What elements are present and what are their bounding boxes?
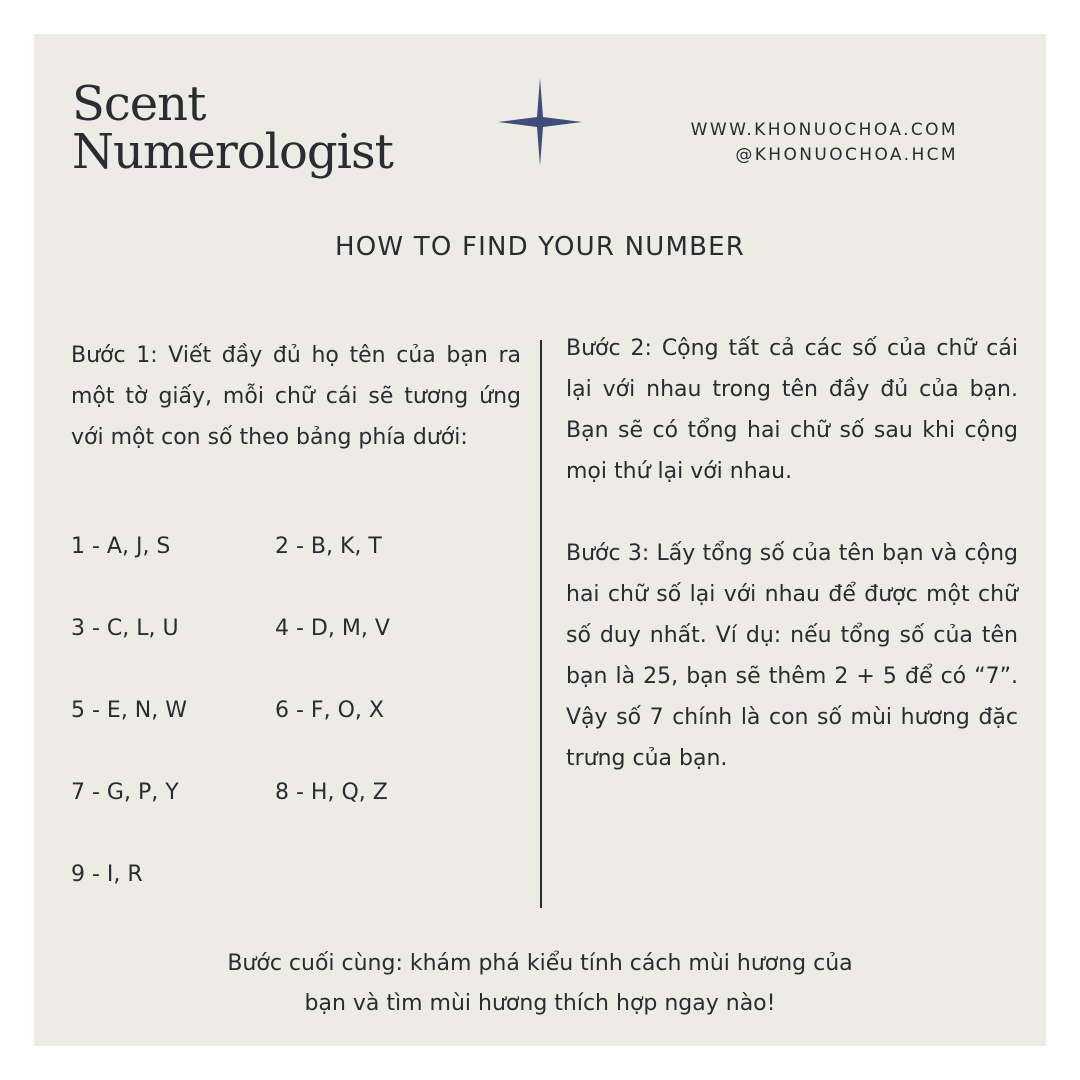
step1-text: Bước 1: Viết đầy đủ họ tên của bạn ra một tờ giấy, mỗi chữ cái sẽ tương ứng với một con số theo bảng phía dưới:: [71, 343, 521, 450]
final-step: [34, 944, 1046, 1024]
letter-row-5: 5 - E, N, W: [71, 698, 188, 723]
final-step-line2: bạn và tìm mùi hương thích hợp ngay nào!: [304, 991, 776, 1016]
social-handle[interactable]: @KHONUOCHOA.HCM: [735, 145, 958, 165]
letter-row-3: 3 - C, L, U: [71, 616, 179, 641]
final-step-line1: Bước cuối cùng: khám phá kiểu tính cách mùi hương của: [227, 951, 853, 976]
step2-text: Bước 2: Cộng tất cả các số của chữ cái lại với nhau trong tên đầy đủ của bạn. Bạn sẽ có tổng hai chữ số sau khi cộng mọi thứ lại với nhau.: [566, 336, 1018, 484]
section-heading: HOW TO FIND YOUR NUMBER: [334, 232, 746, 262]
brand-title-line2: Numerologist: [72, 124, 393, 180]
letter-row-7: 7 - G, P, Y: [71, 780, 179, 805]
letter-row-4: 4 - D, M, V: [275, 616, 390, 641]
sparkle-star-icon: [498, 78, 582, 166]
letter-row-1: 1 - A, J, S: [71, 534, 171, 559]
letter-row-8: 8 - H, Q, Z: [275, 780, 388, 805]
brand-title-line1: Scent: [72, 76, 206, 132]
steps-column: [566, 328, 1018, 779]
step1-column: [71, 335, 521, 458]
letter-row-9: 9 - I, R: [71, 862, 143, 887]
letter-row-2: 2 - B, K, T: [275, 534, 382, 559]
brand-title: [72, 76, 393, 180]
website-link[interactable]: WWW.KHONUOCHOA.COM: [690, 120, 958, 140]
step3-text: Bước 3: Lấy tổng số của tên bạn và cộng hai chữ số lại với nhau để được một chữ số duy nhất. Ví dụ: nếu tổng số của tên bạn là 25, bạn sẽ thêm 2 + 5 để có “7”. Vậy số 7 chính là con số mùi hương đặc trưng của bạn.: [566, 541, 1018, 771]
card: [34, 34, 1046, 1046]
letter-row-6: 6 - F, O, X: [275, 698, 384, 723]
contact-links: [691, 118, 958, 168]
column-divider: [540, 340, 542, 908]
